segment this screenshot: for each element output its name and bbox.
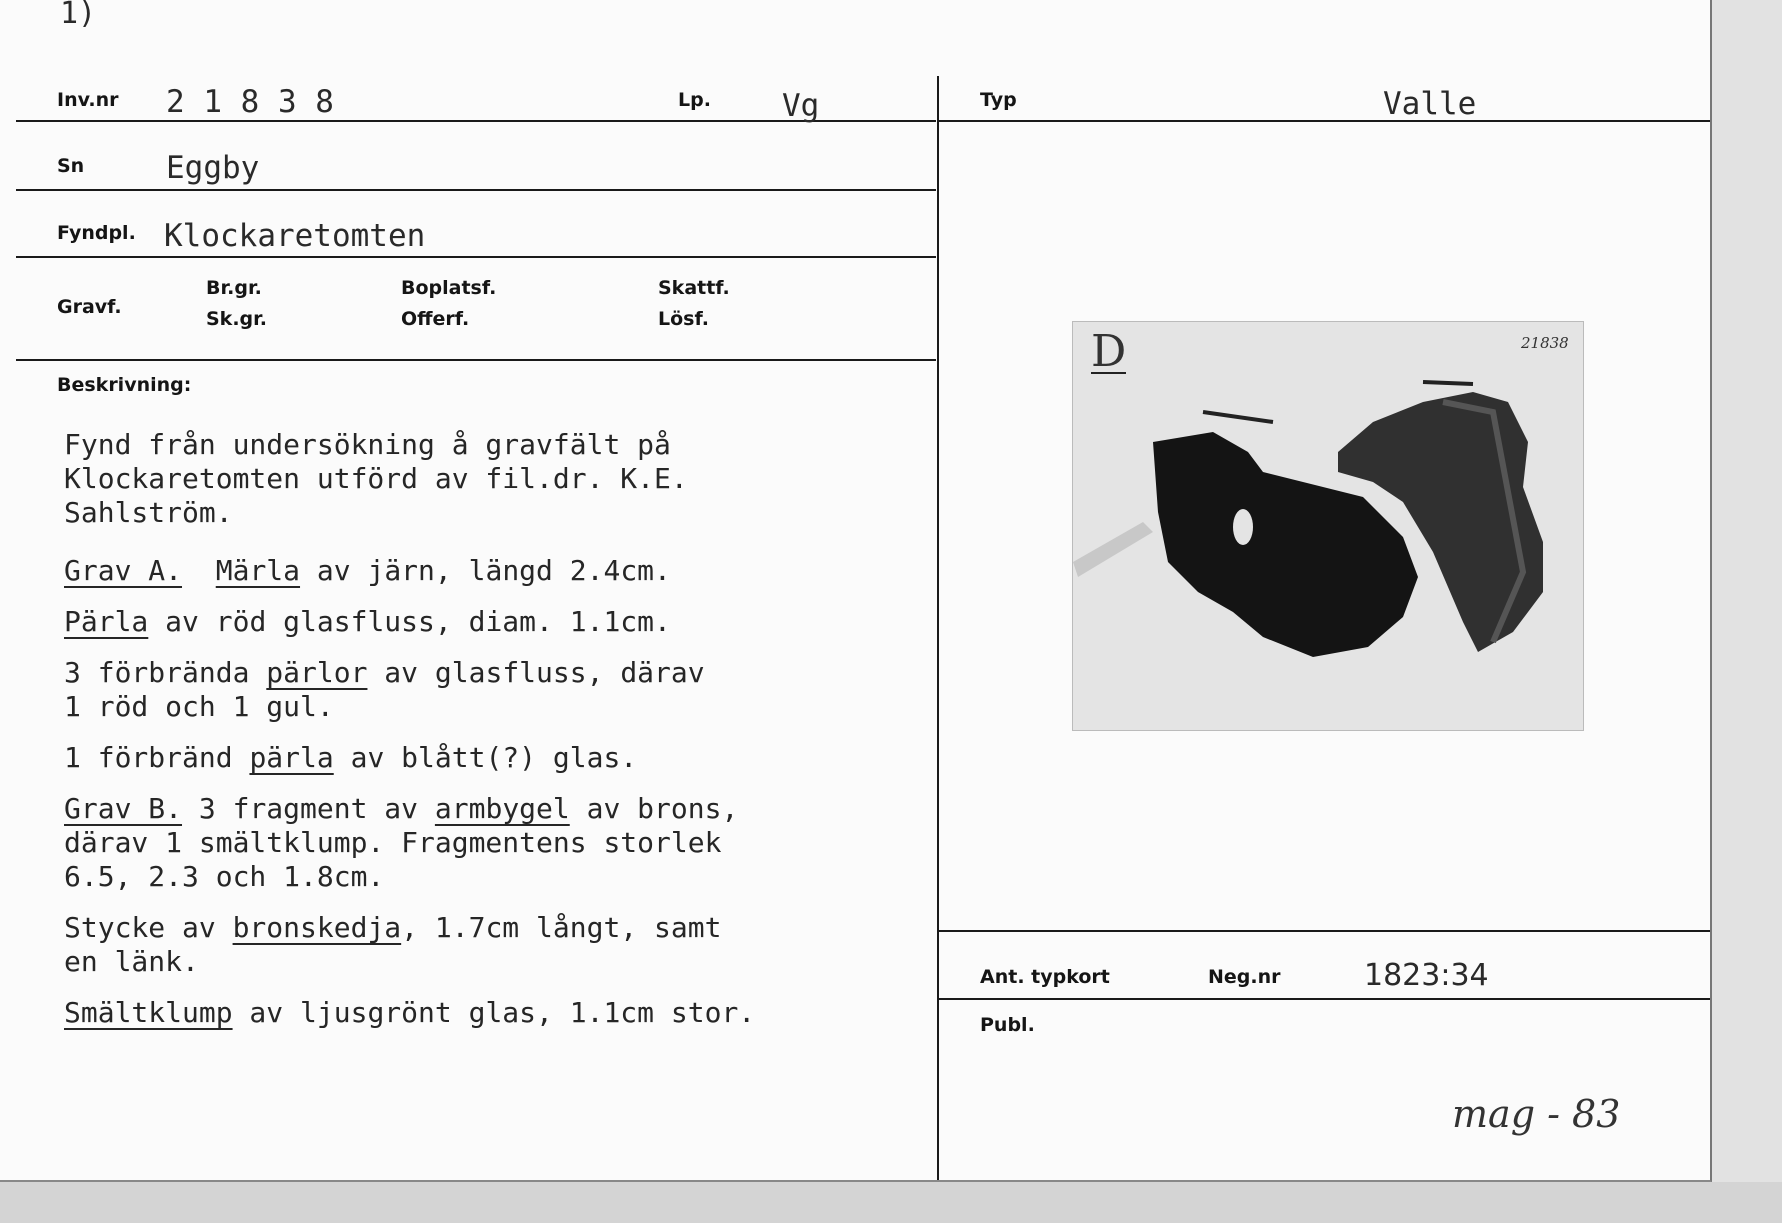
beskrivning-label: Beskrivning: — [57, 374, 192, 396]
losf-label: Lösf. — [658, 308, 709, 330]
gravf-label: Gravf. — [57, 296, 122, 318]
fyndpl-label: Fyndpl. — [57, 222, 136, 244]
fyndpl-value: Klockaretomten — [164, 218, 426, 254]
parlor-term: pärlor — [266, 656, 368, 689]
grav-a-heading: Grav A. — [64, 554, 183, 587]
brgr-label: Br.gr. — [206, 277, 262, 299]
lp-value: Vg — [782, 88, 820, 124]
description-text — [64, 428, 924, 1047]
photo-letter: D — [1091, 326, 1127, 377]
neg-nr-label: Neg.nr — [1208, 966, 1281, 988]
parlor-detail: av glasfluss, därav — [367, 656, 705, 689]
parla-term: Pärla — [64, 605, 149, 638]
sn-label: Sn — [57, 155, 85, 177]
parla2-entry — [64, 741, 924, 775]
parla-entry — [64, 605, 924, 639]
rule — [16, 359, 936, 361]
inv-nr-label: Inv.nr — [57, 89, 119, 111]
intro-line: Klockaretomten utförd av fil.dr. K.E. — [64, 462, 688, 495]
grav-b-detail: därav 1 smältklump. Fragmentens storlek — [64, 826, 722, 859]
rule — [938, 998, 1710, 1000]
handwritten-note: mag - 83 — [1452, 1092, 1621, 1136]
typ-value: Valle — [1383, 86, 1477, 122]
artifact-hole — [1233, 509, 1253, 545]
skgr-label: Sk.gr. — [206, 308, 268, 330]
grav-b-heading: Grav B. — [64, 792, 183, 825]
rule — [16, 256, 936, 258]
inv-nr-value: 2 1 8 3 8 — [166, 84, 334, 120]
neg-nr-value: 1823:34 — [1364, 958, 1489, 993]
armbygel-term: armbygel — [434, 792, 570, 825]
offerf-label: Offerf. — [401, 308, 470, 330]
lp-label: Lp. — [678, 89, 711, 111]
skattf-label: Skattf. — [658, 277, 730, 299]
intro-line: Sahlström. — [64, 496, 233, 529]
parlor-detail: 1 röd och 1 gul. — [64, 690, 334, 723]
grav-b-detail: av brons, — [569, 792, 739, 825]
column-divider — [937, 76, 939, 1180]
grav-b-detail: 3 fragment av — [182, 792, 435, 825]
parla2-detail: av blått(?) glas. — [333, 741, 638, 774]
grav-b-entry — [64, 792, 924, 894]
rule — [16, 189, 936, 191]
bronskedja-detail: , 1.7cm långt, samt — [401, 911, 722, 944]
photo-number: 21838 — [1521, 334, 1569, 352]
parlor-detail: 3 förbrända — [64, 656, 267, 689]
grav-b-detail: 6.5, 2.3 och 1.8cm. — [64, 860, 385, 893]
background-edge — [1712, 0, 1782, 1223]
bronskedja-detail: en länk. — [64, 945, 199, 978]
rule — [938, 930, 1710, 932]
parla2-term: pärla — [249, 741, 334, 774]
bronskedja-term: bronskedja — [232, 911, 402, 944]
intro-line: Fynd från undersökning å gravfält på — [64, 428, 671, 461]
grav-a-entry — [64, 554, 924, 588]
marla-term: Märla — [215, 554, 301, 587]
smaltklump-detail: av ljusgrönt glas, 1.1cm stor. — [232, 996, 756, 1029]
smaltklump-entry — [64, 996, 924, 1030]
sn-value: Eggby — [166, 150, 260, 186]
background-edge — [0, 1182, 1782, 1223]
parla-detail: av röd glasfluss, diam. 1.1cm. — [148, 605, 671, 638]
description-intro — [64, 428, 924, 530]
rule — [938, 120, 1710, 122]
boplatsf-label: Boplatsf. — [401, 277, 497, 299]
parla2-detail: 1 förbränd — [64, 741, 250, 774]
bronskedja-entry — [64, 911, 924, 979]
corner-note: 1) — [60, 0, 97, 31]
bronskedja-detail: Stycke av — [64, 911, 233, 944]
artifact-photo — [1072, 321, 1584, 731]
marla-detail: av järn, längd 2.4cm. — [300, 554, 671, 587]
ant-typkort-label: Ant. typkort — [980, 966, 1110, 988]
typ-label: Typ — [980, 89, 1017, 111]
smaltklump-term: Smältklump — [64, 996, 233, 1029]
publ-label: Publ. — [980, 1014, 1035, 1036]
artifact-photo-drawing — [1073, 322, 1583, 730]
parlor-entry — [64, 656, 924, 724]
rivet — [1423, 382, 1473, 384]
